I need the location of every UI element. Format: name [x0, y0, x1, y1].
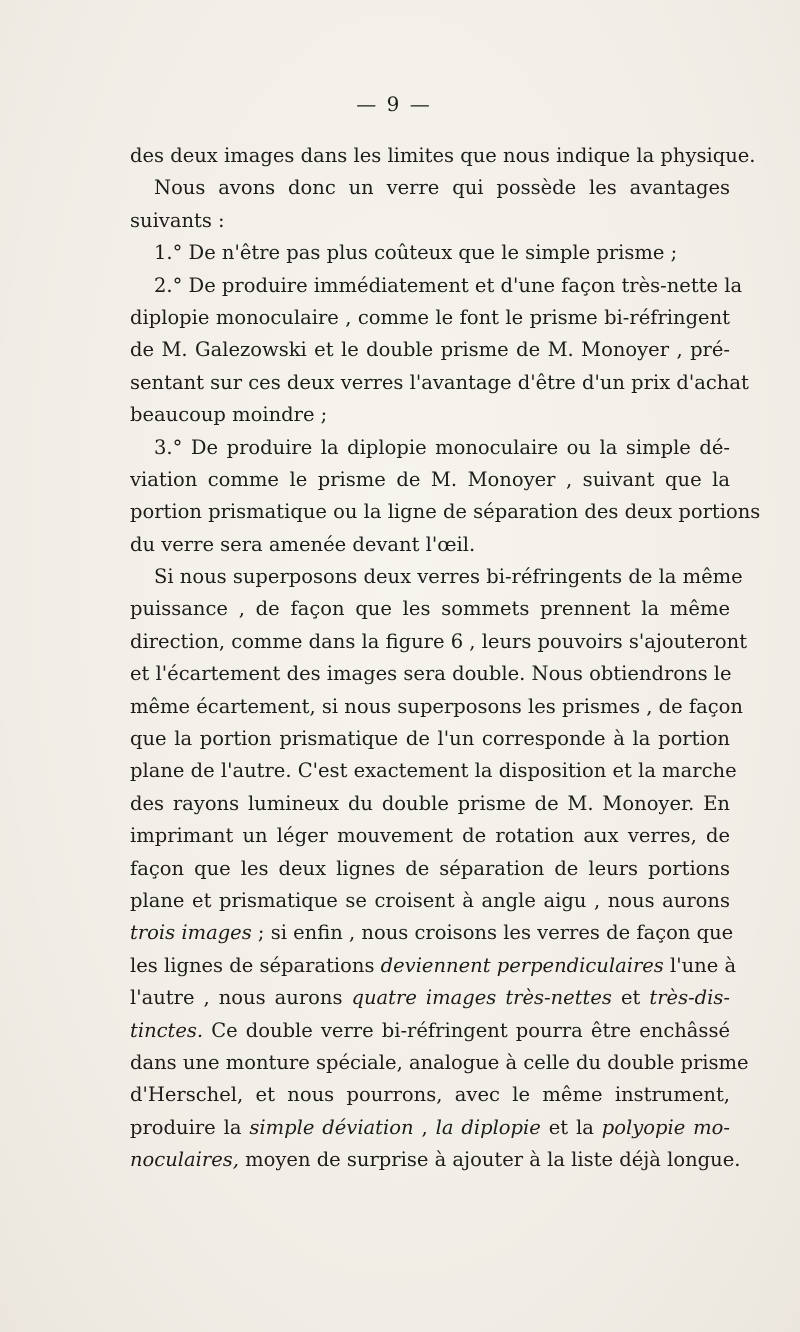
italic-phrase: simple déviation [249, 1115, 414, 1139]
italic-phrase: quatre images très-nettes [351, 986, 612, 1010]
text-line [130, 950, 737, 982]
text-run: l'une à [663, 953, 737, 977]
text-run: ; si enfin , nous croisons les verres de façon que [251, 921, 734, 945]
text-line: que la portion prismatique de l'un corresponde à la portion [130, 727, 730, 751]
text-line: direction, comme dans la figure 6 , leurs pouvoirs s'ajouteront [130, 629, 748, 653]
text-line [130, 917, 734, 949]
text-run: l'autre , nous aurons [130, 986, 352, 1010]
italic-phrase: deviennent perpendiculaires [380, 953, 664, 977]
text-line [130, 982, 730, 1014]
text-run: et [611, 986, 650, 1010]
text-line: plane de l'autre. C'est exactement la disposition et la marche [130, 759, 737, 783]
text-line [130, 1144, 741, 1176]
text-line: dans une monture spéciale, analogue à celle du double prisme [130, 1050, 749, 1074]
page-number: — 9 — [356, 92, 432, 116]
text-line: du verre sera amenée devant l'œil. [130, 532, 476, 556]
text-line: 2.° De produire immédiatement et d'une façon très-nette la [154, 273, 743, 297]
text-line: portion prismatique ou la ligne de séparation des deux portions [130, 500, 761, 524]
text-run: , [413, 1115, 436, 1139]
text-line: 3.° De produire la diplopie monoculaire ou la simple dé- [154, 435, 730, 459]
text-line: Si nous superposons deux verres bi-réfringents de la même [154, 565, 743, 589]
text-line: Nous avons donc un verre qui possède les avantages [154, 176, 730, 200]
italic-phrase: polyopie mo- [601, 1115, 731, 1139]
text-line: de M. Galezowski et le double prisme de M. Monoyer , pré- [130, 338, 730, 362]
text-line: 1.° De n'être pas plus coûteux que le simple prisme ; [154, 241, 678, 265]
italic-phrase: trois images [130, 921, 252, 945]
body-text [130, 140, 761, 1177]
text-line: puissance , de façon que les sommets prennent la même [130, 597, 730, 621]
text-line: plane et prismatique se croisent à angle aigu , nous aurons [130, 888, 730, 912]
italic-phrase: tinctes. [130, 1018, 204, 1042]
text-run: produire la [130, 1115, 250, 1139]
text-line: viation comme le prisme de M. Monoyer , suivant que la [130, 467, 730, 491]
text-run: moyen de surprise à ajouter à la liste déjà longue. [238, 1148, 741, 1172]
text-line: beaucoup moindre ; [130, 403, 328, 427]
text-line: des rayons lumineux du double prisme de M. Monoyer. En [130, 791, 730, 815]
text-line: sentant sur ces deux verres l'avantage d'être d'un prix d'achat [130, 370, 749, 394]
text-line: et l'écartement des images sera double. Nous obtiendrons le [130, 662, 732, 686]
text-line: façon que les deux lignes de séparation de leurs portions [130, 856, 730, 880]
text-run: et la [540, 1115, 602, 1139]
text-run: Ce double verre bi-réfringent pourra être enchâssé [203, 1018, 730, 1042]
italic-phrase: la diplopie [435, 1115, 541, 1139]
text-run: les lignes de séparations [130, 953, 381, 977]
text-line: des deux images dans les limites que nous indique la physique. [130, 144, 756, 167]
text-line [130, 1112, 730, 1144]
text-line: imprimant un léger mouvement de rotation aux verres, de [130, 824, 730, 848]
italic-phrase: très-dis- [649, 986, 730, 1010]
text-line [130, 1015, 730, 1047]
text-line: diplopie monoculaire , comme le font le prisme bi-réfringent [130, 305, 730, 329]
text-line: même écartement, si nous superposons les prismes , de façon [130, 694, 743, 718]
italic-phrase: noculaires, [130, 1148, 239, 1172]
text-line: d'Herschel, et nous pourrons, avec le même instrument, [130, 1083, 730, 1107]
text-line: suivants : [130, 208, 225, 232]
